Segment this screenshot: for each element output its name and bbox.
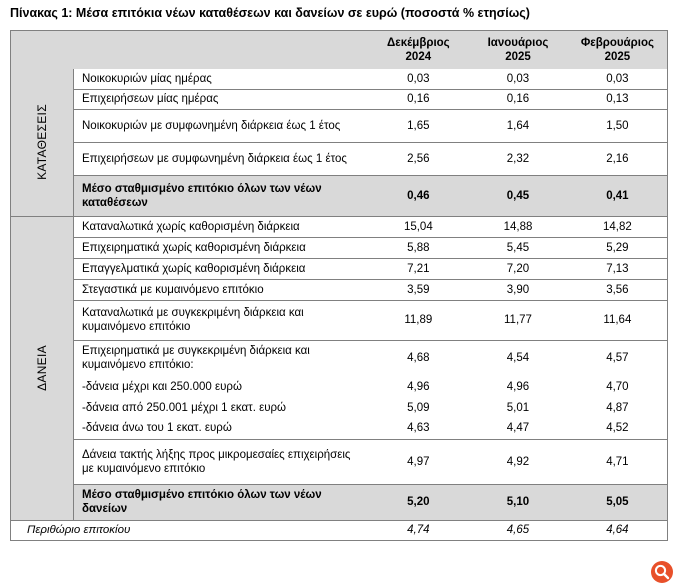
- table-row: [11, 300, 668, 340]
- row-value: 5,20: [369, 484, 469, 520]
- column-header: [568, 31, 668, 70]
- row-value: 4,70: [568, 376, 668, 397]
- header-blank: [11, 31, 369, 70]
- row-label: Μέσο σταθμισμένο επιτόκιο όλων των νέων δανείων: [74, 484, 369, 520]
- loans-section-label: ΔΑΝΕΙΑ: [35, 345, 49, 391]
- row-value: 0,03: [568, 69, 668, 89]
- row-value: 4,47: [468, 418, 568, 439]
- row-value: 4,54: [506, 352, 530, 365]
- row-label: Επαγγελματικά χωρίς καθορισμένη διάρκεια: [74, 258, 369, 279]
- deposits-section-label: ΚΑΤΑΘΕΣΕΙΣ: [35, 104, 49, 181]
- column-month: Φεβρουάριος: [580, 37, 654, 49]
- row-value: 4,92: [468, 439, 568, 484]
- row-value: 4,64: [568, 520, 668, 540]
- row-value: 14,88: [468, 216, 568, 237]
- row-value: 15,04: [369, 216, 469, 237]
- column-year: 2024: [405, 51, 432, 63]
- row-value: 4,52: [568, 418, 668, 439]
- row-value: 0,16: [468, 89, 568, 109]
- loans-section-label-cell: [11, 216, 74, 520]
- row-value: 0,13: [568, 89, 668, 109]
- row-label: Επιχειρηματικά με συγκεκριμένη διάρκεια και κυμαινόμενο επιτόκιο:: [82, 345, 310, 372]
- table-row: [11, 397, 668, 418]
- row-label: Στεγαστικά με κυμαινόμενο επιτόκιο: [74, 279, 369, 300]
- row-value: 3,90: [468, 279, 568, 300]
- interest-margin-row: [11, 520, 668, 540]
- interest-rates-table: [10, 30, 668, 541]
- table-title: Πίνακας 1: Μέσα επιτόκια νέων καταθέσεων και δανείων σε ευρώ (ποσοστά % ετησίως): [10, 6, 530, 20]
- column-year: 2025: [604, 51, 631, 63]
- row-value: 5,05: [568, 484, 668, 520]
- row-value: 4,96: [506, 380, 530, 393]
- row-value: 0,03: [468, 69, 568, 89]
- column-header: [468, 31, 568, 70]
- column-header: [369, 31, 469, 70]
- column-month: Ιανουάριος: [487, 37, 549, 49]
- row-value: 5,29: [568, 237, 668, 258]
- row-value: 7,20: [468, 258, 568, 279]
- row-value: 1,64: [468, 109, 568, 142]
- row-label: -δάνεια άνω του 1 εκατ. ευρώ: [74, 418, 369, 439]
- table-row: [11, 109, 668, 142]
- row-value: 4,87: [568, 397, 668, 418]
- table-row: [11, 216, 668, 237]
- row-label: Μέσο σταθμισμένο επιτόκιο όλων των νέων καταθέσεων: [74, 175, 369, 216]
- row-value: 11,64: [568, 300, 668, 340]
- row-label: Περιθώριο επιτοκίου: [11, 520, 369, 540]
- table-row: [11, 340, 668, 376]
- row-value: 14,82: [568, 216, 668, 237]
- row-label: Επιχειρήσεων μίας ημέρας: [74, 89, 369, 109]
- row-value: 0,46: [369, 175, 469, 216]
- row-value: 3,56: [568, 279, 668, 300]
- row-value: 11,89: [369, 300, 469, 340]
- row-value: 0,41: [568, 175, 668, 216]
- row-value: 4,71: [568, 439, 668, 484]
- table-row: [11, 376, 668, 397]
- column-year: 2025: [505, 51, 531, 63]
- row-value: 1,50: [568, 109, 668, 142]
- table-row: [11, 89, 668, 109]
- deposits-average-row: [11, 175, 668, 216]
- row-value: 7,13: [568, 258, 668, 279]
- row-value: 2,32: [468, 142, 568, 175]
- column-month: Δεκέμβριος: [386, 37, 450, 49]
- row-label: -δάνεια από 250.001 μέχρι 1 εκατ. ευρώ: [82, 401, 287, 414]
- row-value: 2,16: [568, 142, 668, 175]
- row-label: Καταναλωτικά χωρίς καθορισμένη διάρκεια: [74, 216, 369, 237]
- row-label: Δάνεια τακτής λήξης προς μικρομεσαίες επιχειρήσεις με κυμαινόμενο επιτόκιο: [74, 439, 369, 484]
- row-label: -δάνεια μέχρι και 250.000 ευρώ: [82, 380, 242, 393]
- row-value: 3,59: [369, 279, 469, 300]
- table-row: [11, 69, 668, 89]
- row-value: 2,56: [369, 142, 469, 175]
- table-row: [11, 142, 668, 175]
- row-value: 11,77: [468, 300, 568, 340]
- row-label: Επιχειρηματικά χωρίς καθορισμένη διάρκεια: [74, 237, 369, 258]
- table-row: [11, 258, 668, 279]
- row-value: 4,74: [369, 520, 469, 540]
- row-value: 7,21: [369, 258, 469, 279]
- row-value: 1,65: [369, 109, 469, 142]
- row-value: 5,09: [407, 401, 430, 414]
- deposits-section-label-cell: [11, 69, 74, 216]
- row-value: 4,97: [369, 439, 469, 484]
- table-row: [11, 237, 668, 258]
- row-value: 4,57: [568, 340, 668, 376]
- row-value: 5,10: [468, 484, 568, 520]
- header-row: [11, 31, 668, 70]
- row-value: 0,45: [468, 175, 568, 216]
- row-value: 4,68: [407, 352, 430, 365]
- row-label: Επιχειρήσεων με συμφωνημένη διάρκεια έως 1 έτος: [74, 142, 369, 175]
- row-value: 4,96: [407, 380, 430, 393]
- row-value: 5,45: [468, 237, 568, 258]
- row-value: 4,65: [468, 520, 568, 540]
- row-value: 5,88: [369, 237, 469, 258]
- loans-average-row: [11, 484, 668, 520]
- row-value: 0,03: [369, 69, 469, 89]
- table-row: [11, 279, 668, 300]
- row-value: 4,63: [369, 418, 469, 439]
- zoom-logo-icon: [650, 560, 674, 584]
- row-label: Νοικοκυριών μίας ημέρας: [74, 69, 369, 89]
- table-row: [11, 439, 668, 484]
- row-value: 0,16: [369, 89, 469, 109]
- row-label: Νοικοκυριών με συμφωνημένη διάρκεια έως 1 έτος: [74, 109, 369, 142]
- row-label: Καταναλωτικά με συγκεκριμένη διάρκεια και κυμαινόμενο επιτόκιο: [74, 300, 369, 340]
- table-row: [11, 418, 668, 439]
- row-value: 5,01: [506, 401, 530, 414]
